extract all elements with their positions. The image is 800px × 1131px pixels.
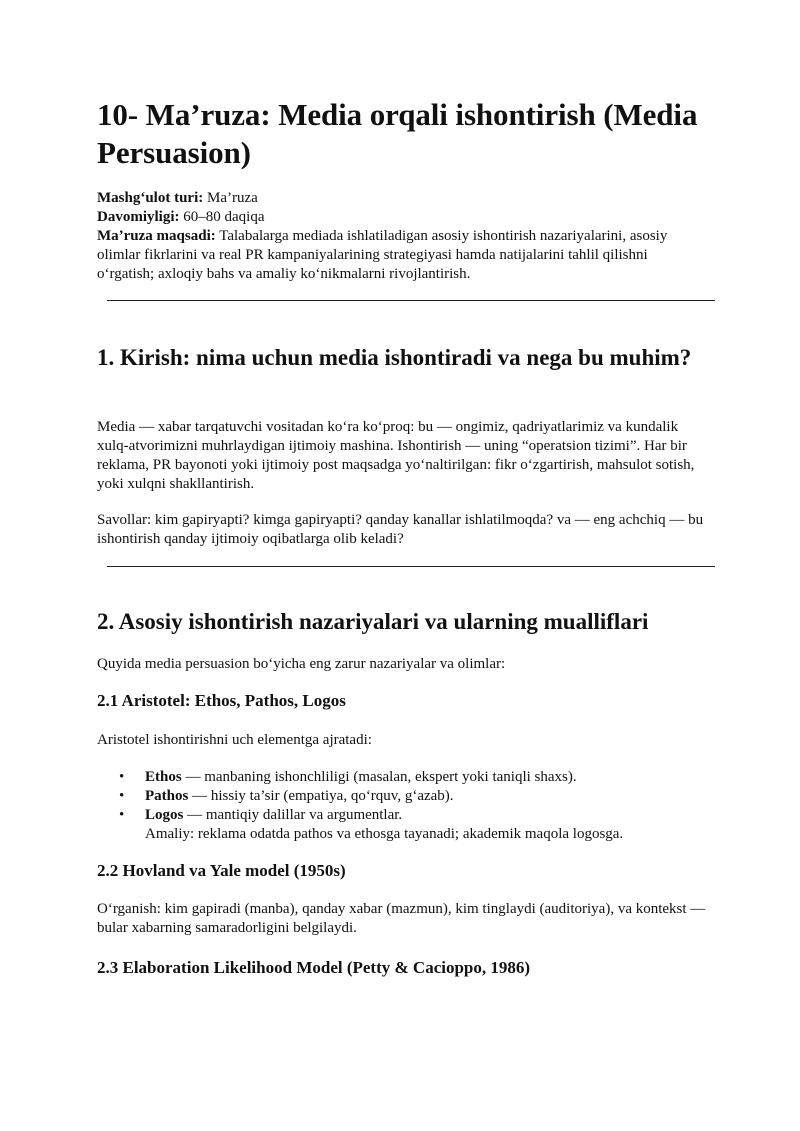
meta-type-label: Mashg‘ulot turi: [97,190,204,206]
bullet-text: — manbaning ishonchliligi (masalan, ekspert yoki taniqli shaxs). [181,769,577,785]
meta-duration-value: 60–80 daqiqa [179,209,265,225]
subsection-2-1-intro: Aristotel ishontirishni uch elementga ajratadi: [97,732,372,748]
divider [107,566,715,567]
subsection-2-2-text: O‘rganish: kim gapiradi (manba), qanday xabar (mazmun), kim tinglaydi (auditoriya), va kontekst — bular xabarning samaradorligini belgilaydi. [97,901,706,936]
section-1-paragraph-2: Savollar: kim gapiryapti? kimga gapiryapti? qanday kanallar ishlatilmoqda? va — eng achchiq — bu ishontirish qanday ijtimoiy oqibatlarga olib keladi? [97,512,704,547]
meta-duration-label: Davomiyligi: [97,209,180,225]
section-2-heading: 2. Asosiy ishontirish nazariyalari va ularning mualliflari [97,609,649,634]
lecture-meta [97,189,707,284]
section-1-paragraph-1: Media — xabar tarqatuvchi vositadan ko‘ra ko‘proq: bu — ongimiz, qadriyatlarimiz va kundalik xulq-atvorimizni muhrlaydigan ijtimoiy mashina. Ishontirish — uning “operatsion tizimi”. Har bir reklama, PR bayonoti yoki ijtimoiy post maqsadga yo‘naltirilgan: fikr o‘zgartirish, mahsulot sotish, yoki xulqni shakllantirish. [97,419,695,492]
subsection-2-2-heading: 2.2 Hovland va Yale model (1950s) [97,861,346,880]
subsection-2-3-heading: 2.3 Elaboration Likelihood Model (Petty & Cacioppo, 1986) [97,958,531,977]
list-item [97,768,707,787]
bullet-text: — hissiy ta’sir (empatiya, qo‘rquv, g‘azab). [188,788,454,804]
meta-duration [97,208,707,227]
bullet-text: — mantiqiy dalillar va argumentlar. [183,807,403,823]
bullet-glyph: • [119,807,125,823]
meta-type [97,189,707,208]
meta-type-value: Ma’ruza [203,190,258,206]
bullet-term: Ethos [145,769,182,785]
list-item [97,806,707,844]
page-title: 10- Ma’ruza: Media orqali ishontirish (Media Persuasion) [97,97,698,170]
bullet-list [97,768,707,844]
divider [107,300,715,301]
section-2-intro: Quyida media persuasion bo‘yicha eng zarur nazariyalar va olimlar: [97,656,506,672]
section-1-heading: 1. Kirish: nima uchun media ishontiradi va nega bu muhim? [97,345,692,370]
list-item [97,787,707,806]
bullet-glyph: • [119,788,125,804]
bullet-glyph: • [119,769,125,785]
meta-goal [97,227,707,284]
meta-goal-label: Ma’ruza maqsadi: [97,228,216,244]
bullet-term: Logos [145,807,184,823]
bullet-term: Pathos [145,788,189,804]
meta-goal-value: Talabalarga mediada ishlatiladigan asosiy ishontirish nazariyalarini, asosiy olimlar fikrlarini va real PR kampaniyalarining strategiyasi hamda natijalarini tahlil qilishni o‘rgatish; axloqiy bahs va amaliy ko‘nikmalarni rivojlantirish. [97,228,668,282]
subsection-2-1-heading: 2.1 Aristotel: Ethos, Pathos, Logos [97,691,346,710]
bullet-note: Amaliy: reklama odatda pathos va ethosga tayanadi; akademik maqola logosga. [145,826,624,842]
